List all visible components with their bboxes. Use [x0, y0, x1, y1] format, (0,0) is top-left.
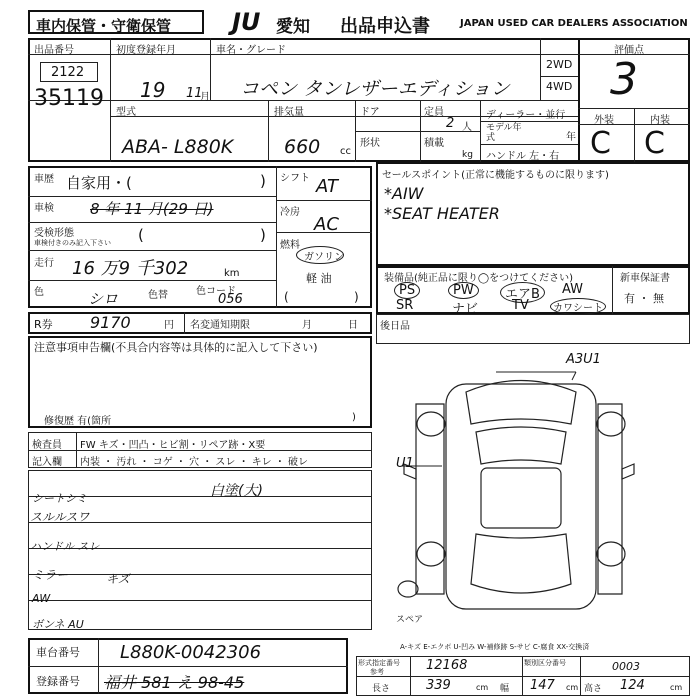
first-reg-month-unit: 月 [200, 92, 210, 103]
fuel-paren: ( [284, 290, 289, 304]
org-name: 愛知 [276, 17, 310, 37]
class-value: 0003 [612, 660, 640, 673]
height-label: 高さ [584, 684, 603, 694]
width-value: 147 [530, 678, 555, 693]
load-label: 積載 [424, 138, 444, 149]
diagram-mirror-right [622, 464, 634, 479]
after-frame [376, 314, 690, 344]
capacity-label: 定員 [424, 107, 444, 118]
rating-label: 評価点 [614, 45, 644, 56]
assoc-name: JAPAN USED CAR DEALERS ASSOCIATION [460, 18, 688, 29]
doc-title: 出品申込書 [340, 16, 430, 37]
note-line-4: ミラー [32, 568, 69, 582]
equip-tv: TV [512, 298, 529, 313]
paren-2: ( [138, 226, 144, 244]
shaken-label: 車検 [34, 203, 54, 214]
note-line-5: キズ [106, 572, 130, 586]
car-name-label: 車名・グレード [216, 45, 286, 56]
lot-box-value: 2122 [51, 65, 85, 80]
sales-label: セールスポイント(正常に機能するものに限ります) [382, 170, 609, 181]
lot-no-value: 35119 [34, 86, 104, 111]
drive-2wd: 2WD [546, 58, 573, 71]
fuel-value: ガソリン [304, 252, 344, 263]
r-unit: 円 [164, 320, 174, 331]
equip-ps: PS [394, 282, 420, 299]
length-unit: cm [476, 683, 489, 692]
note-line-7: ボンネ AU [32, 618, 84, 631]
car-name-value: コペン タンレザーエディション [240, 78, 510, 100]
warranty-label: 新車保証書 [620, 273, 670, 284]
note-line-2: スルルスワ [30, 510, 90, 524]
diagram-hood [466, 381, 576, 425]
diagram-cabin [481, 468, 561, 528]
equipment-label: 装備品(純正品に限り◯をつけてください) [384, 273, 573, 284]
color-change-label: 色替 [148, 290, 168, 301]
a3u1-pointer [496, 372, 576, 380]
color-label: 色 [34, 287, 44, 298]
jukei-note: 車検付きのみ記入下さい [34, 239, 111, 247]
reg-label: 登録番号 [36, 675, 80, 688]
paren-close-2: ) [260, 226, 266, 244]
checker-row2: 内装 ・ 汚れ ・ コゲ ・ 穴 ・ スレ ・ キレ ・ 破レ [80, 457, 309, 468]
spec-value: 12168 [426, 658, 468, 673]
displacement-value: 660 [284, 136, 321, 158]
interior-value: C [644, 126, 665, 161]
diagram-wheel-rr [597, 542, 625, 566]
after-label: 後日品 [380, 321, 410, 332]
height-value: 124 [620, 678, 645, 693]
ju-logo: JU [232, 8, 261, 36]
exterior-value: C [590, 126, 611, 161]
note-line-3: ハンドル スレ [30, 540, 100, 553]
note-line-1: シートシミ [32, 492, 87, 505]
storage-label: 車内保管・守衛保管 [36, 17, 172, 35]
jukei-label: 受検形態 [34, 228, 74, 239]
equip-airbag: エアB [500, 282, 545, 303]
repair-paren: ) [352, 412, 356, 423]
capacity-value: 2 [446, 116, 455, 131]
deadline-label: 名変通知期限 [190, 320, 250, 331]
equip-seat: カワシート [550, 298, 606, 315]
first-reg-label: 初度登録年月 [116, 45, 176, 56]
shift-label: シフト [280, 173, 310, 184]
diagram-wheel-fl [417, 412, 445, 436]
lot-no-label: 出品番号 [34, 45, 74, 56]
color-value: シロ [88, 290, 119, 308]
rating-value: 3 [610, 54, 638, 105]
storage-label-box [28, 10, 204, 34]
warranty-value: 有 ・ 無 [624, 292, 664, 305]
class-label: 類別区分番号 [524, 659, 566, 667]
load-unit: kg [462, 150, 473, 160]
height-unit: cm [670, 683, 683, 692]
deadline-day: 日 [348, 320, 358, 331]
capacity-unit: 人 [462, 122, 472, 133]
fuel-alt: 軽 油 [306, 272, 332, 285]
mileage-unit: km [224, 268, 240, 279]
equip-pw: PW [448, 282, 479, 299]
damage-legend: A-キズ E-エクボ U-凹み W-補修跡 S-サビ C-腐食 XX-交換済 [400, 643, 590, 651]
color-code-value: 056 [218, 292, 243, 307]
fuel-label: 燃料 [280, 240, 300, 251]
year-unit: 年 [566, 132, 576, 143]
first-reg-month: 11 [186, 86, 203, 101]
diagram-body-outline [446, 384, 596, 609]
exterior-label: 外装 [594, 115, 614, 126]
shift-value: AT [316, 176, 338, 197]
notes-label: 注意事項申告欄(不具合内容等は具体的に記入して下さい) [34, 341, 318, 354]
r-label: R券 [34, 318, 53, 331]
displacement-unit: cc [340, 146, 351, 157]
r-value: 9170 [90, 313, 131, 332]
diagram-note-a3u1: A3U1 [566, 352, 601, 367]
displacement-label: 排気量 [274, 107, 304, 118]
usage-label: 車歴 [34, 174, 54, 185]
shaken-value: 8 年 11 月(29 日) [90, 200, 214, 218]
car-diagram [376, 344, 690, 644]
door-label: ドア [360, 107, 380, 118]
chassis-label: 車台番号 [36, 646, 80, 659]
chassis-value: L880K-0042306 [120, 642, 262, 663]
diagram-note-u1: U1 [396, 456, 414, 471]
note-line-6: AW [32, 592, 51, 605]
reg-value: 福井 581 え 98-45 [104, 673, 245, 692]
shape-label: 形状 [360, 138, 380, 149]
repair-label: 修復歴 有(箇所 [44, 416, 112, 427]
equip-aw: AW [562, 282, 584, 297]
diagram-windshield [476, 427, 566, 464]
diagram-trunk [471, 534, 571, 593]
width-label: 幅 [500, 684, 510, 694]
length-label: 長さ [372, 684, 391, 694]
checker-row1: FW キズ・凹凸・ヒビ割・リペア跡・X要 [80, 440, 266, 451]
dealer-label: ディーラー・並行 [486, 110, 566, 121]
deadline-month: 月 [302, 320, 312, 331]
spec-label: 形式指定番号 [358, 659, 400, 667]
checker-label-2: 記入欄 [32, 457, 62, 468]
color-code-label: 色コード [196, 286, 236, 297]
sales-point-1: *AIW [384, 184, 424, 203]
cooler-value: AC [314, 214, 339, 235]
model-year-label: モデル年式 [486, 123, 522, 143]
usage-value: 自家用・( [66, 174, 132, 192]
length-value: 339 [426, 678, 451, 693]
equip-sr: SR [396, 298, 414, 313]
diagram-spare-tire [398, 581, 418, 597]
white-paint-note: 白塗(大) [210, 483, 263, 499]
spec-sub: 参考 [370, 668, 384, 676]
cooler-label: 冷房 [280, 207, 300, 218]
model-label: 型式 [116, 107, 136, 118]
model-value: ABA- L880K [122, 136, 234, 158]
lot-box [40, 62, 98, 82]
mileage-label: 走行 [34, 258, 54, 269]
sales-point-2: *SEAT HEATER [384, 204, 500, 223]
drive-4wd: 4WD [546, 80, 573, 93]
spare-label: スペア [396, 615, 424, 625]
handle-label: ハンドル 左・右 [486, 151, 560, 162]
width-unit: cm [566, 683, 579, 692]
paren-close-1: ) [260, 172, 266, 190]
checker-label-1: 検査員 [32, 440, 62, 451]
interior-label: 内装 [650, 115, 670, 126]
diagram-wheel-fr [597, 412, 625, 436]
fuel-paren-close: ) [354, 290, 359, 304]
equip-navi: ナビ [452, 302, 479, 317]
diagram-wheel-rl [417, 542, 445, 566]
mileage-value: 16 万9 千302 [72, 258, 189, 279]
first-reg-year: 19 [140, 78, 166, 102]
